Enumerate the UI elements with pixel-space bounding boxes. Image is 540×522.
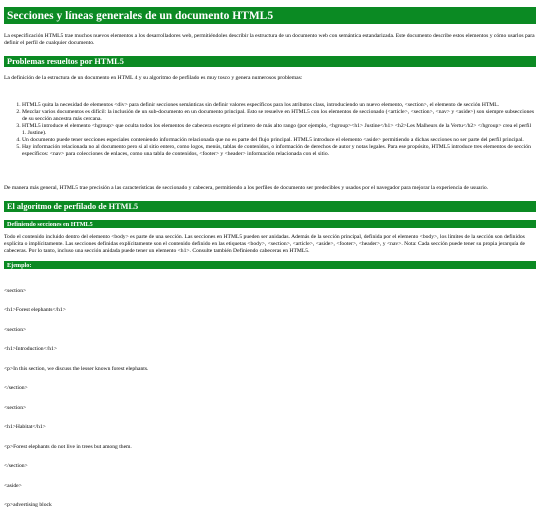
example-heading: Ejemplo:: [4, 261, 536, 269]
problems-list: [4, 102, 536, 158]
code-line: <p>In this section, we discuss the lesser known forest elephants.: [4, 365, 149, 372]
code-line: <section>: [4, 326, 27, 333]
list-item: 3. HTML5 introduce el elemento <hgroup> que oculta todos los elementos de cabecera excepto el primero de más alto rango (por ejemplo, <hgroup><h1> Justine</h1> <h2>Les Malheurs de la Vertu</h2> </hgroup> crea el perfil 1. Justine).: [22, 123, 536, 137]
list-item: 5. Hay información relacionada no al documento pero si al sitio entero, como logos, menús, tablas de contenidos, o información de derechos de autor y notas legales. Para ese propósito, HTML5 introduce tres elementos de sección específicos: <nav> para colecciones de enlaces, como una tabla de contenidos, <footer> y <header> información relacionada con el sitio.: [22, 144, 536, 158]
code-line: <section>: [4, 404, 27, 411]
code-line: <h1>Introduction</h1>: [4, 346, 58, 353]
code-line: <h1>Forest elephants</h1>: [4, 307, 66, 314]
intro-paragraph: La especificación HTML5 trae muchos nuevos elementos a los desarrolladores web, permitiéndoles describir la estructura de un documento web con semántica estandarizada. Este documento describe estos elementos y cómo usarlos para definir el perfil de cualquier documento.: [4, 33, 535, 46]
list-item: 2. Mezclar varios documentos es difícil: la inclusión de un sub-documento en un documento principal. Esto se resuelve en HTML5 con los elementos de seccionado (<article>, <section>, <nav> y <aside>) son siempre subsecciones de su sección ancestra más cercana.: [22, 109, 536, 123]
defining-sections-heading: Definiendo secciones en HTML5: [4, 220, 536, 228]
code-line: </section>: [4, 385, 28, 392]
problems-outro: De manera más general, HTML5 trae precisión a las características de seccionado y cabecera, permitiendo a los perfiles de documento ser predecibles y usados por el navegador para mejorar la experiencia de usuario.: [4, 184, 489, 191]
problems-heading: Problemas resueltos por HTML5: [4, 56, 536, 67]
code-line: <h1>Habitat</h1>: [4, 424, 46, 431]
spacer: [4, 158, 536, 185]
page-title: Secciones y líneas generales de un documento HTML5: [4, 7, 536, 24]
list-item: 1. HTML5 quita la necesidad de elementos <div> para definir secciones semánticas sin definir valores específicos para los atributos class, introduciendo un nuevo elemento, <section>, el elemento de sección HTML.: [22, 102, 536, 109]
code-line: <aside>: [4, 482, 22, 489]
problems-intro: La definición de la estructura de un documento en HTML 4 y su algoritmo de perfilado es muy tosco y genera numerosos problemas:: [4, 74, 303, 81]
code-line: <section>: [4, 287, 27, 294]
code-line: </section>: [4, 463, 28, 470]
list-item: 4. Un documento puede tener secciones especiales conteniendo información relacionada que no es parte del flujo principal. HTML5 introduce el elemento <aside> permitiendo a dichas secciones no ser parte del perfil principal.: [22, 137, 536, 144]
code-example: [4, 275, 536, 522]
algorithm-heading: El algoritmo de perfilado de HTML5: [4, 201, 536, 212]
defining-sections-text: Todo el contenido incluido dentro del elemento <body> es parte de una sección. Las secciones en HTML5 pueden ser anidadas. Además de la sección principal, definida por el elemento <body>, los límites de la sección son definidos explícita o implícitamente. Las secciones definidas explícitamente son el contenido definido en las etiquetas <body>, <section>, <article>, <aside>, <footer>, <header>, y <nav>. Nota: Cada sección puede tener su propia jerarquía de cabeceras. Por lo tanto, incluso una sección anidada puede tener un elemento <h1>. Consulte también Definiendo cabeceras en HTML5.: [4, 233, 526, 254]
code-line: <p>advertising block: [4, 502, 52, 509]
code-line: <p>Forest elephants do not live in trees but among them.: [4, 443, 132, 450]
